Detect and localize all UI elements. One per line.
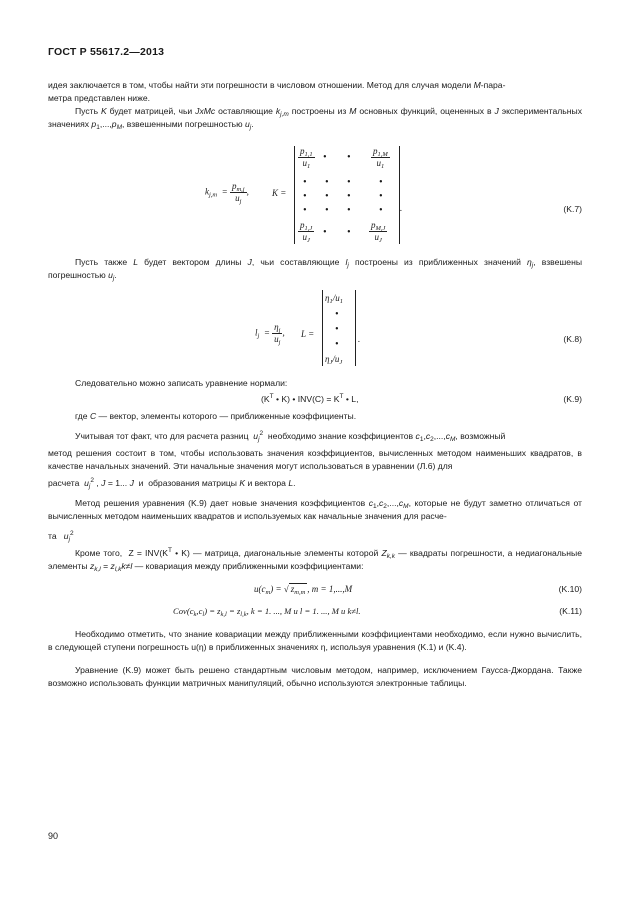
equation-number-k11: (K.11) — [559, 606, 582, 616]
paragraph-residuals-cont: метод решения состоит в том, чтобы использовать значения коэффициентов, вычисленных методом наименьших квадратов, в качестве начальных значений. Эти начальные значения могут использоваться в уравнении (Л.6) для — [48, 448, 582, 471]
equation-uncertainty: $u(c_m)$ = √ $z_{m,m}$ , m = 1,...,M — [254, 584, 353, 596]
equation-number-k8: (K.8) — [563, 334, 582, 344]
document-header: ГОСТ Р 55617.2—2013 — [48, 46, 165, 58]
paragraph-vector-c: где C — вектор, элементы которого — приближенные коэффициенты. — [75, 411, 357, 421]
paragraph-solution: Метод решения уравнения (K.9) дает новые значения коэффициентов $c_1,c_2,...,c_M$, которые не будут заметно отличаться от вычисленных методом наименьших квадратов и используемых как начальные значения для расче- — [48, 498, 582, 521]
vector-l-label: L = — [301, 329, 315, 339]
equation-number-k7: (K.7) — [563, 204, 582, 214]
equation-number-k10: (K.10) — [558, 584, 582, 594]
equation-covariance: $Cov(c_k,c_l) = z_{k,l} = z_{l,k}$, k = 1. ..., M и l = 1. ..., M и k≠l. — [173, 606, 361, 618]
paragraph-matrix-k: Пусть K будет матрицей, чьи JxMc оставляющие $k_{j,m}$ построены из M основных функций, оцененных в J экспериментальных значениях $p_1,...,p_M$, взвешенными погрешностью $u_j$. — [48, 106, 583, 131]
paragraph-residuals: Учитывая тот факт, что для расчета разниц $u_j^2$ необходимо знание коэффициентов $c_1,c_2,...,c_M$, возможный — [75, 430, 506, 443]
vector-l: $\eta_1/u_1$ • • • $\eta_J/u_J$ — [322, 290, 356, 366]
paragraph-vector-l: Пусть также L будет вектором длины J, чьи составляющие $l_j$ построены из приближенных значений $\eta_j$, взвешены погрешностью $u_j$. — [48, 257, 582, 282]
paragraph-note: Необходимо отметить, что знание ковариации между приближенными коэффициентами необходимо, если нужно вычислить, в следующей ступени погрешность u(η) в приближенных значениях η, используя уравнения (K.1) и (K.4). — [48, 629, 582, 652]
matrix-k-label: K = — [272, 188, 287, 198]
equation-normal: ($K^T$ • K) • $INV(C) = K^T$ • L, — [261, 393, 359, 404]
paragraph-residuals-end: расчета $u_j^2$ , J = 1... J и образования матрицы K и вектора L. — [48, 477, 296, 490]
paragraph-gauss-jordan: Уравнение (K.9) может быть решено стандартным числовым методом, например, исключением Гаусса-Джордана. Также возможно использовать функции матричных манипуляций, обычно используются электронные таблицы. — [48, 665, 582, 688]
matrix-k: $\frac{p_{1,1}}{u_1}$ • • $\frac{p_{1,M}}{u_1}$ • • • • • • • • • • • • $\frac{p_{1,J}}{u_J}$ • • $\frac{p_{M,J}}{u_J}$ — [294, 146, 400, 244]
equation-number-k9: (K.9) — [563, 394, 582, 404]
equation-k-jm: $k_{j,m}$ = $\frac{p_{m,j}}{u_j}$ , — [205, 181, 249, 205]
document-page: ГОСТ Р 55617.2—2013 идея заключается в том, чтобы найти эти погрешности в числовом отношении. Метод для случая модели M-пара- метра представлен ниже. Пусть K будет матрицей, чьи JxMc оставляющие $k_{j,m}$ построены из M основных функций, оцененных в J экспериментальных значениях $p_1,...,p_M$, взвешенными погрешностью $u_j$. $k_{j,m}$ = $\frac{p_{m,j}}{u_j}$ , K = $\frac{p_{1,1}}{u_1}$ • • $\frac{p_{1,M}}{u_1}$ • • • • • • • • • • • • $\frac{p_{1,J}}{u_J}$ • • $\frac{p_{M,J}}{u_J}$ . (K.7) Пусть также L будет вектором длины J, чьи составляющие $l_j$ построены из приближенных значений $\eta_j$, взвешены погрешностью $u_j$. $l_j$ = $\frac{\eta_j}{u_j}$ , L = $\eta_1/u_1$ • • • $\eta_J/u_J$ . (K.8) Следовательно можно записать уравнение нормали: ($K^T$ • K) • $INV(C) = K^T$ • L, (K.9) где C — вектор, элементы которого — приближенные коэффициенты. Учитывая тот факт, что для расчета разниц $u_j^2$ необходимо знание коэффициентов $c_1,c_2,...,c_M$, возможный метод решения состоит в том, чтобы использовать значения коэффициентов, вычисленных методом наименьших квадратов, в качестве начальных значений. Эти начальные значения могут использоваться в уравнении (Л.6) для расчета $u_j^2$ , J = 1... J и образования матрицы K и вектора L. Метод решения уравнения (K.9) дает новые значения коэффициентов $c_1,c_2,...,c_M$, которые не будут заметно отличаться от вычисленных методом наименьших квадратов и используемых как начальные значения для расче- та $u_j^2$ Кроме того, $Z = INV(K^T$ • K) — матрица, диагональные элементы которой $Z_{k,k}$ — квадраты погрешности, а недиагональные элементы $z_{k,l} = z_{l,k}k\ne l$ — ковариация между приближенными коэффициентами: $u(c_m)$ = √ $z_{m,m}$ , m = 1,...,M (K.10) $Cov(c_k,c_l) = z_{k,l} = z_{l,k}$, k = 1. ..., M и l = 1. ..., M и k≠l. (K.11) Необходимо отметить, что знание ковариации между приближенными коэффициентами необходимо, если нужно вычислить, в следующей ступени погрешность u(η) в приближенных значениях η, используя уравнения (K.1) и (K.4). Уравнение (K.9) может быть решено стандартным числовым методом, например, исключением Гаусса-Джордана. Также возможно использовать функции матричных манипуляций, обычно используются электронные таблицы. 90 — [0, 0, 630, 913]
equation-l-j: $l_j$ = $\frac{\eta_j}{u_j}$ , — [255, 322, 285, 346]
paragraph-intro: идея заключается в том, чтобы найти эти погрешности в числовом отношении. Метод для случая модели M-пара- метра представлен ниже. — [48, 80, 506, 103]
paragraph-solution-end: та $u_j^2$ — [48, 530, 74, 543]
paragraph-normal-eq: Следовательно можно записать уравнение нормали: — [75, 378, 288, 388]
paragraph-covariance: Кроме того, $Z = INV(K^T$ • K) — матрица, диагональные элементы которой $Z_{k,k}$ — квадраты погрешности, а недиагональные элементы $z_{k,l} = z_{l,k}k\ne l$ — ковариация между приближенными коэффициентами: — [48, 547, 582, 573]
page-number: 90 — [48, 831, 59, 841]
